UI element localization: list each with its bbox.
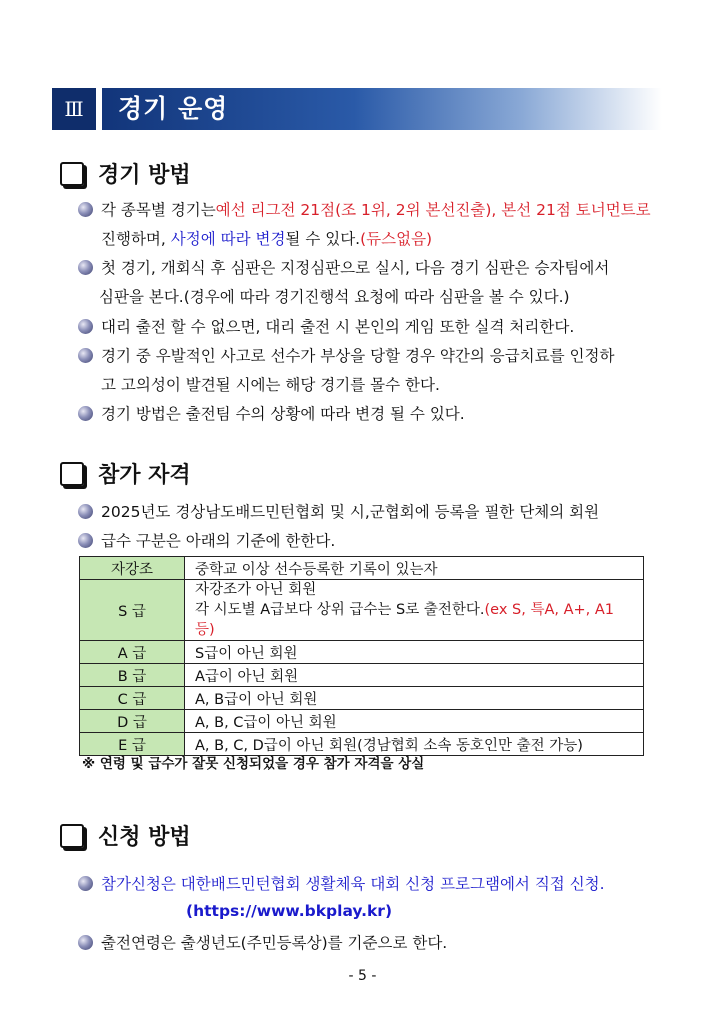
bullet-icon bbox=[78, 406, 93, 421]
checkbox-icon bbox=[60, 462, 84, 486]
list-text: 각 종목별 경기는 bbox=[101, 201, 216, 219]
list-item bbox=[78, 198, 651, 220]
section-title: 경기 방법 bbox=[98, 163, 191, 188]
list-text: 될 수 있다. bbox=[285, 230, 361, 248]
list-item bbox=[78, 529, 335, 551]
bullet-icon bbox=[78, 533, 93, 548]
bullet-icon bbox=[78, 876, 93, 891]
highlight-text: (ex S, 특A, A+, A1 등) bbox=[195, 602, 615, 638]
table-row bbox=[80, 710, 644, 733]
highlight-text: 사정에 따라 변경 bbox=[170, 230, 286, 248]
list-text: 대리 출전 할 수 없으면, 대리 출전 시 본인의 게임 또한 실격 처리한다. bbox=[101, 318, 575, 336]
table-row bbox=[80, 557, 644, 580]
list-item bbox=[78, 500, 599, 522]
list-item-continuation bbox=[101, 227, 432, 249]
list-text: 첫 경기, 개회식 후 심판은 지정심판으로 실시, 다음 경기 심판은 승자팀에서 bbox=[101, 259, 610, 277]
list-text: 진행하며, bbox=[101, 230, 171, 248]
description-cell: 중학교 이상 선수등록한 기록이 있는자 bbox=[185, 557, 644, 580]
page-number: - 5 - bbox=[348, 968, 377, 984]
description-cell: A, B급이 아닌 회원 bbox=[185, 687, 644, 710]
list-text: 경기 방법은 출전팀 수의 상황에 따라 변경 될 수 있다. bbox=[101, 405, 465, 423]
description-cell: S급이 아닌 회원 bbox=[185, 641, 644, 664]
list-text: 경기 중 우발적인 사고로 선수가 부상을 당할 경우 약간의 응급치료를 인정하 bbox=[101, 347, 615, 365]
list-item bbox=[78, 344, 614, 366]
bullet-icon bbox=[78, 202, 93, 217]
highlight-text: (듀스없음) bbox=[360, 230, 433, 248]
table-row bbox=[80, 580, 644, 641]
grade-cell: B 급 bbox=[80, 664, 185, 687]
section-heading-method bbox=[60, 158, 191, 189]
grade-cell: S 급 bbox=[80, 580, 185, 641]
list-text: 참가신청은 대한배드민턴협회 생활체육 대회 신청 프로그램에서 직접 신청. bbox=[101, 875, 605, 893]
grade-cell: 자강조 bbox=[80, 557, 185, 580]
list-item-continuation: 심판을 본다.(경우에 따라 경기진행석 요청에 따라 심판을 볼 수 있다.) bbox=[99, 288, 570, 306]
description-cell: A급이 아닌 회원 bbox=[185, 664, 644, 687]
section-heading-application bbox=[60, 820, 191, 851]
bullet-icon bbox=[78, 260, 93, 275]
checkbox-icon bbox=[60, 824, 84, 848]
chapter-header bbox=[52, 88, 662, 130]
description-cell bbox=[185, 580, 644, 641]
grade-cell: E 급 bbox=[80, 733, 185, 756]
list-item bbox=[78, 256, 609, 278]
description-line: 자강조가 아닌 회원 bbox=[195, 582, 317, 598]
description-text: 각 시도별 A급보다 상위 급수는 S로 출전한다. bbox=[195, 602, 485, 618]
grade-cell: C 급 bbox=[80, 687, 185, 710]
bullet-icon bbox=[78, 504, 93, 519]
list-text: 출전연령은 출생년도(주민등록상)를 기준으로 한다. bbox=[101, 934, 448, 952]
highlight-text: 예선 리그전 21점(조 1위, 2위 본선진출), 본선 21점 토너먼트로 bbox=[215, 201, 651, 219]
list-item bbox=[78, 402, 465, 424]
list-item-continuation: 고 고의성이 발견될 시에는 해당 경기를 몰수 한다. bbox=[101, 376, 440, 394]
grade-cell: D 급 bbox=[80, 710, 185, 733]
list-text: 급수 구분은 아래의 기준에 한한다. bbox=[101, 532, 336, 550]
table-row bbox=[80, 664, 644, 687]
chapter-number: Ⅲ bbox=[52, 88, 96, 130]
table-row bbox=[80, 641, 644, 664]
table-row bbox=[80, 687, 644, 710]
grade-table bbox=[79, 556, 644, 756]
chapter-title: 경기 운영 bbox=[118, 94, 229, 123]
section-title: 신청 방법 bbox=[98, 825, 191, 850]
section-heading-eligibility bbox=[60, 458, 191, 489]
description-cell: A, B, C, D급이 아닌 회원(경남협회 소속 동호인만 출전 가능) bbox=[185, 733, 644, 756]
list-item bbox=[78, 931, 447, 953]
list-text: 2025년도 경상남도배드민턴협회 및 시,군협회에 등록을 필한 단체의 회원 bbox=[101, 503, 600, 521]
bullet-icon bbox=[78, 348, 93, 363]
grade-cell: A 급 bbox=[80, 641, 185, 664]
eligibility-note: ※ 연령 및 급수가 잘못 신청되었을 경우 참가 자격을 상실 bbox=[82, 756, 425, 772]
checkbox-icon bbox=[60, 162, 84, 186]
application-link[interactable]: (https://www.bkplay.kr) bbox=[186, 902, 393, 920]
description-line bbox=[195, 600, 633, 640]
description-cell: A, B, C급이 아닌 회원 bbox=[185, 710, 644, 733]
section-title: 참가 자격 bbox=[98, 463, 191, 488]
list-item bbox=[78, 315, 574, 337]
list-item bbox=[78, 872, 605, 894]
bullet-icon bbox=[78, 935, 93, 950]
bullet-icon bbox=[78, 319, 93, 334]
